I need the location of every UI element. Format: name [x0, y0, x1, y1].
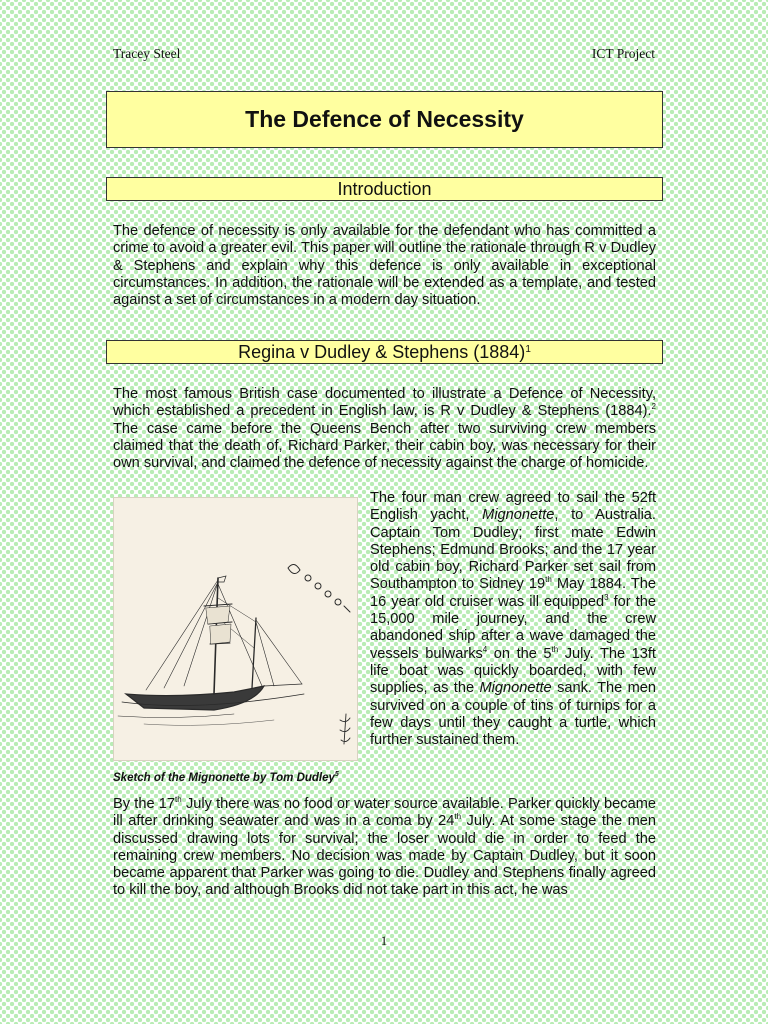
section-heading-introduction: [106, 177, 663, 201]
footnote-ref: 1: [525, 343, 531, 355]
section-heading-text: Introduction: [337, 178, 432, 199]
ship-sketch-icon: [114, 498, 357, 760]
footnote-ref: 3: [604, 592, 609, 602]
page-title: The Defence of Necessity: [245, 106, 524, 132]
text-run: , to Australia. Captain Tom Dudley; first mate Edwin Stephens; Edmund Brooks; and the 17 year old cabin boy, Richard Parker set sail from Southampton to Sidney 19: [370, 507, 656, 593]
header-author: Tracey Steel: [113, 46, 181, 61]
ship-name: Mignonette: [482, 507, 555, 524]
section-heading-text: Regina v Dudley & Stephens (1884): [238, 341, 526, 362]
case-paragraph-2: [370, 490, 656, 749]
text-run: July. The 13ft life boat was quickly boarded, with few supplies, as the: [370, 645, 656, 697]
figure-caption: [113, 772, 339, 784]
text-run: The four man crew agreed to sail the 52ft English yacht,: [370, 490, 656, 524]
text-run: The case came before the Queens Bench after two surviving crew members claimed that the death of, Richard Parker, their cabin boy, was necessary for their own survival, and claimed the defence of necessity against the charge of homicide.: [113, 420, 656, 472]
footnote-ref: 4: [482, 644, 488, 654]
text-run: July there was no food or water source available. Parker quickly became ill after drinking seawater and was in a coma by 24: [113, 796, 656, 830]
case-paragraph-1: [113, 386, 656, 472]
footnote-ref: 5: [334, 771, 339, 778]
footnote-ref: 2: [651, 402, 656, 412]
caption-text: Sketch of the Mignonette by Tom Dudley: [113, 772, 335, 784]
ship-name: Mignonette: [479, 680, 552, 697]
ordinal-suffix: th: [175, 795, 182, 804]
case-paragraph-3: [113, 796, 656, 900]
text-run: sank. The men survived on a couple of tins of turnips for a few days until they caught a turtle, which further sustained them.: [370, 680, 656, 749]
page-number: 1: [380, 933, 388, 948]
text-run: for the 15,000 mile journey, and the crew abandoned ship after a wave damaged the vessels bulwarks: [370, 593, 656, 662]
text-run: The most famous British case documented to illustrate a Defence of Necessity, which established a precedent in English law, is R v Dudley & Stephens (1884).: [113, 386, 656, 420]
section-heading-case: [106, 340, 663, 364]
intro-paragraph: The defence of necessity is only available for the defendant who has committed a crime to avoid a greater evil. This paper will outline the rationale through R v Dudley & Stephens and explain why this defence is only available in exceptional circumstances. In addition, the rationale will be extended as a template, and tested against a set of circumstances in a modern day situation.: [113, 223, 656, 309]
ordinal-suffix: th: [454, 812, 462, 822]
mignonette-sketch: [113, 497, 358, 761]
title-box: [106, 91, 663, 148]
ordinal-suffix: th: [545, 575, 552, 585]
text-run: By the 17: [113, 796, 176, 812]
text-run: on the 5: [487, 645, 552, 662]
header-project: ICT Project: [591, 46, 655, 61]
text-run: May 1884. The 16 year old cruiser was ill equipped: [370, 576, 656, 610]
text-run: July. At some stage the men discussed drawing lots for survival; the loser would die in order to feed the remaining crew members. No decision was made by Captain Dudley, but it soon became apparent that Parker was going to die. Dudley and Stephens finally agreed to kill the boy, and although Brooks did not take part in this act, he was: [113, 813, 656, 899]
ordinal-suffix: th: [551, 644, 559, 654]
